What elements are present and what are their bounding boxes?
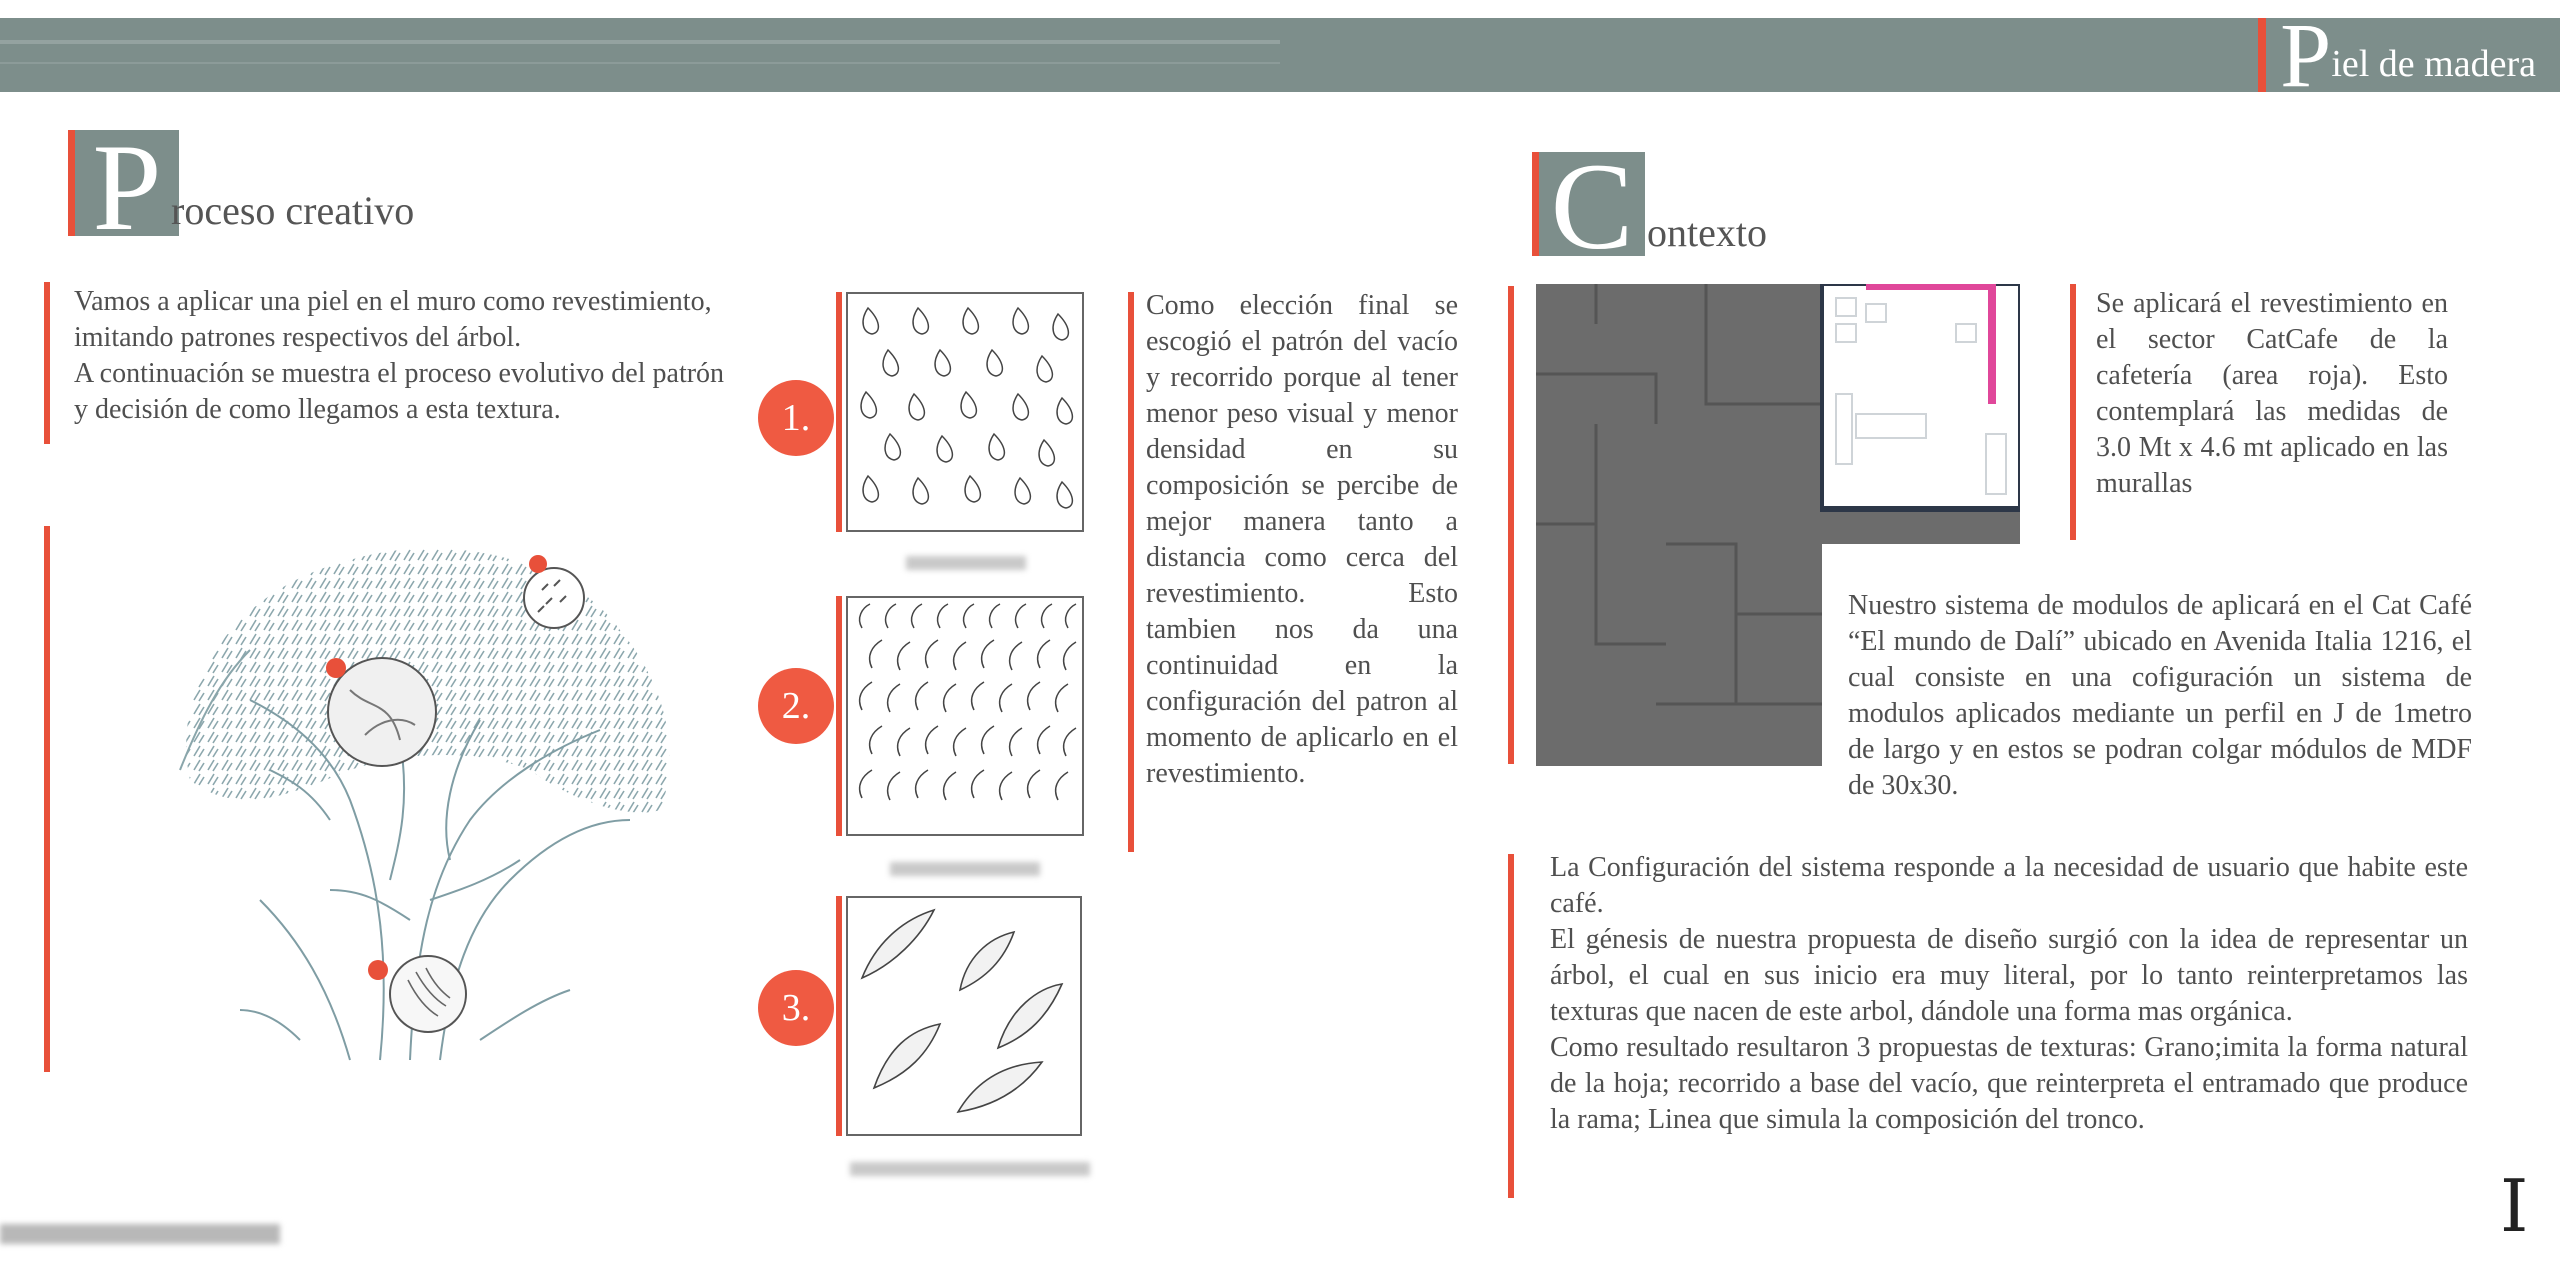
final-choice-text: Como elección final se escogió el patrón del vacío y recorrido porque al tener menor peso visual y menor densidad en su composición se percibe de mejor manera tanto a distancia como cerca del revestimiento. Esto tambien nos da una continuidad en la configuración del patron al momento de aplicarlo en el revestimiento. (1146, 290, 1458, 789)
stroke-pattern (848, 598, 1082, 834)
config-paragraph: Como resultado resultaron 3 propuestas de texturas: Grano;imita la forma natural de la hoja; recorrido a base del vacío, que reinterpreta el entramado que produce la rama; Linea que simula la composición del tronco. (1550, 1032, 2468, 1135)
intro-paragraph: A continuación se muestra el proceso evolutivo del patrón y decisión de como llegamos a esta textura. (74, 358, 725, 425)
final-accent-line (1128, 292, 1134, 852)
brand-title (2258, 4, 2536, 106)
proceso-heading (68, 119, 415, 256)
brand-name: iel de madera (2331, 43, 2536, 85)
pattern-linea (846, 896, 1082, 1136)
proceso-title: roceso creativo (171, 188, 415, 233)
config-text (1550, 850, 2468, 1138)
pattern-caption-2 (890, 862, 1040, 876)
brand-accent-bar (2258, 18, 2266, 92)
step-number-1: 1. (758, 380, 834, 456)
config-paragraph: El génesis de nuestra propuesta de diseño surgió con la idea de representar un árbol, el cual en sus inicio era muy literal, por lo tanto reinterpretamos las texturas que nacen de este arbol, dándole una forma mas orgánica. (1550, 924, 2468, 1027)
sector-accent-line (2070, 284, 2076, 540)
config-accent-line (1508, 854, 1514, 1198)
tree-drawing (150, 520, 710, 1080)
step-number-3: 3. (758, 970, 834, 1046)
plan-accent-line (1508, 286, 1514, 764)
config-paragraph: La Configuración del sistema responde a la necesidad de usuario que habite este café. (1550, 852, 2468, 919)
tree-accent-line (44, 526, 50, 1072)
heading-initial-box: C (1539, 152, 1645, 256)
text-cursor-icon: I (2500, 1164, 2529, 1248)
step-number-2: 2. (758, 668, 834, 744)
contexto-title: ontexto (1647, 210, 1767, 255)
header-stripe (0, 62, 1280, 64)
heading-accent-bar (1532, 152, 1539, 256)
proceso-intro (74, 284, 744, 428)
tree-illustration (150, 520, 710, 1080)
pattern-grano (846, 292, 1084, 532)
brand-initial: P (2280, 4, 2332, 106)
intro-accent-line (44, 282, 50, 444)
footer-caption (0, 1224, 280, 1244)
pattern-accent-line (836, 292, 842, 532)
contexto-heading (1532, 138, 1767, 275)
leaf-pattern (848, 898, 1080, 1134)
drop-pattern (848, 294, 1082, 530)
pattern-accent-line (836, 596, 842, 836)
header-stripe (0, 40, 1280, 44)
system-text: Nuestro sistema de modulos de aplicará en el Cat Café “El mundo de Dalí” ubicado en Avenida Italia 1216, el cual consiste en una cofiguración un sistema de modulos aplicados mediante un perfil en J de 1metro de largo y en estos se podran colgar módulos de MDF de 30x30. (1848, 590, 2472, 801)
pattern-vacio-recorrido (846, 596, 1084, 836)
heading-accent-bar (68, 130, 75, 236)
heading-initial-box: P (75, 130, 179, 236)
intro-paragraph: Vamos a aplicar una piel en el muro como revestimiento, imitando patrones respectivos del árbol. (74, 286, 712, 353)
pattern-caption-1 (906, 556, 1026, 570)
header-bar (0, 4, 2560, 106)
pattern-caption-3 (850, 1162, 1090, 1176)
sector-text: Se aplicará el revestimiento en el sector CatCafe de la cafetería (area roja). Esto contemplará las medidas de 3.0 Mt x 4.6 mt aplicado en las murallas (2096, 288, 2448, 499)
pattern-accent-line (836, 896, 842, 1136)
